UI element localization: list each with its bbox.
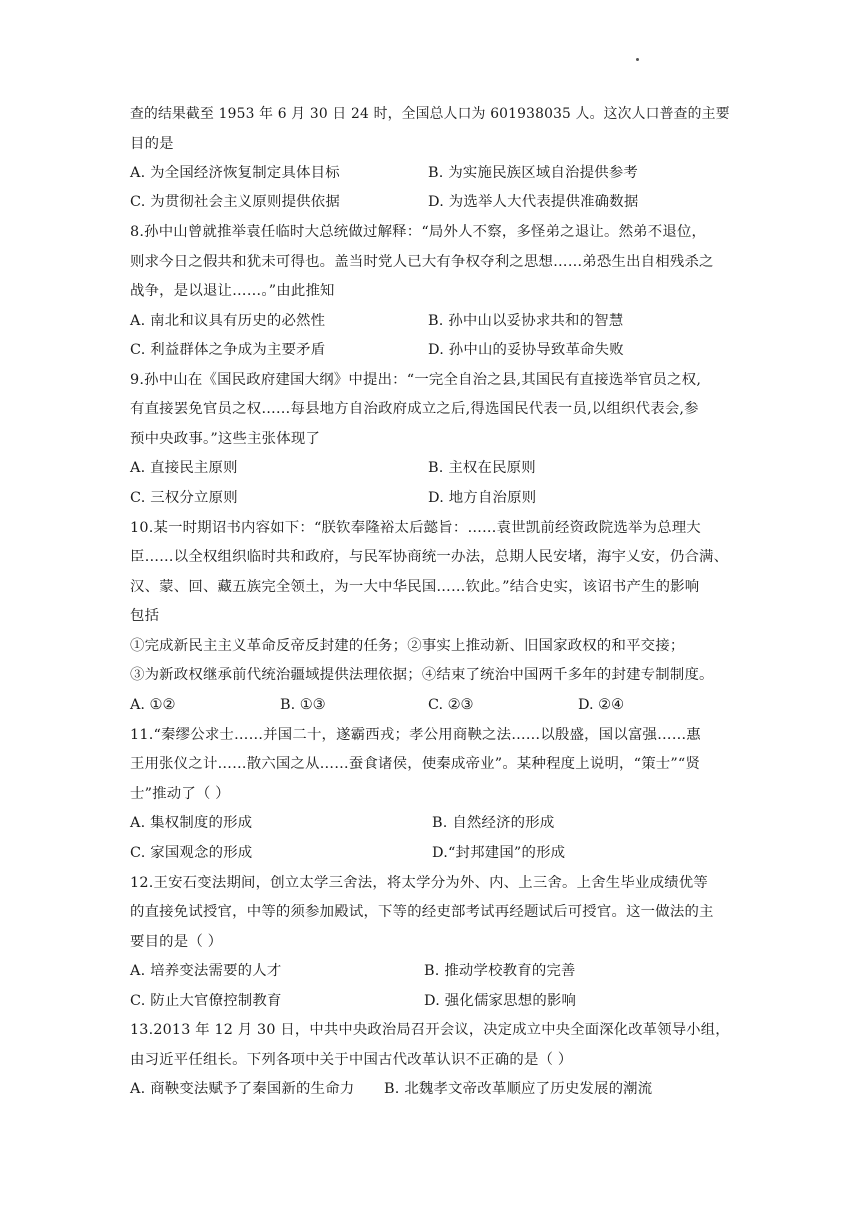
q7-stem-line-1: 查的结果截至 1953 年 6 月 30 日 24 时，全国总人口为 601938035 人。这次人口普查的主要	[130, 106, 730, 122]
q12-stem-line-1: 12.王安石变法期间，创立太学三舍法，将太学分为外、内、上三舍。上舍生毕业成绩优等	[130, 875, 708, 891]
q11-stem-line-2: 王用张仪之计……散六国之从……蚕食诸侯，使秦成帝业”。某种程度上说明，“策士”“贤	[130, 756, 701, 772]
q11-option-b[interactable]: B. 自然经济的形成	[432, 815, 555, 831]
q8-stem-line-1: 8.孙中山曾就推举袁任临时大总统做过解释：“局外人不察，多怪弟之退让。然弟不退位，	[130, 224, 707, 240]
q10-stem-line-3: 汉、蒙、回、藏五族完全领土，为一大中华民国……钦此。”结合史实，该诏书产生的影响	[130, 579, 700, 595]
q7-option-c[interactable]: C. 为贯彻社会主义原则提供依据	[130, 194, 340, 210]
q8-stem-line-2: 则求今日之假共和犹未可得也。盖当时党人已大有争权夺利之思想……弟恐生出自相残杀之	[130, 254, 714, 270]
q13-stem-line-1: 13.2013 年 12 月 30 日，中共中央政治局召开会议，决定成立中央全面深化改革领导小组，	[130, 1022, 730, 1038]
q9-stem-line-1: 9.孙中山在《国民政府建国大纲》中提出：“一完全自治之县,其国民有直接选举官员之权,	[130, 372, 702, 388]
q8-option-b[interactable]: B. 孙中山以妥协求共和的智慧	[428, 313, 624, 329]
page-marker-dot	[636, 58, 639, 61]
q10-statement-line-1: ①完成新民主主义革命反帝反封建的任务；②事实上推动新、旧国家政权的和平交接；	[130, 638, 685, 654]
q12-option-b[interactable]: B. 推动学校教育的完善	[424, 963, 576, 979]
q10-option-b[interactable]: B. ①③	[280, 697, 326, 713]
q11-option-a[interactable]: A. 集权制度的形成	[130, 815, 253, 831]
q10-stem-line-1: 10.某一时期诏书内容如下：“朕钦奉隆裕太后懿旨：……袁世凯前经资政院选举为总理大	[130, 520, 701, 536]
q10-statement-line-2: ③为新政权继承前代统治疆域提供法理依据；④结束了统治中国两千多年的封建专制制度。	[130, 667, 714, 683]
q8-option-d[interactable]: D. 孙中山的妥协导致革命失败	[428, 342, 624, 358]
q12-option-a[interactable]: A. 培养变法需要的人才	[130, 963, 282, 979]
q10-option-a[interactable]: A. ①②	[130, 697, 176, 713]
q10-option-c[interactable]: C. ②③	[428, 697, 474, 713]
q10-option-d[interactable]: D. ②④	[578, 697, 624, 713]
q11-stem-line-3: 士”推动了（ ）	[130, 786, 230, 802]
q12-option-d[interactable]: D. 强化儒家思想的影响	[424, 993, 577, 1009]
q9-stem-line-3: 预中央政事。”这些主张体现了	[130, 431, 321, 447]
q9-option-d[interactable]: D. 地方自治原则	[428, 490, 537, 506]
q8-stem-line-3: 战争，是以退让……。”由此推知	[130, 283, 335, 299]
q7-stem-line-2: 目的是	[130, 136, 174, 152]
q13-option-b[interactable]: B. 北魏孝文帝改革顺应了历史发展的潮流	[384, 1081, 653, 1097]
q7-option-b[interactable]: B. 为实施民族区域自治提供参考	[428, 165, 639, 181]
q9-stem-line-2: 有直接罢免官员之权……每县地方自治政府成立之后,得选国民代表一员,以组织代表会,参	[130, 401, 699, 417]
q13-option-a[interactable]: A. 商鞅变法赋予了秦国新的生命力	[130, 1081, 355, 1097]
q11-option-c[interactable]: C. 家国观念的形成	[130, 845, 253, 861]
q9-option-c[interactable]: C. 三权分立原则	[130, 490, 238, 506]
q13-stem-line-2: 由习近平任组长。下列各项中关于中国古代改革认识不正确的是（ ）	[130, 1052, 573, 1068]
q7-option-a[interactable]: A. 为全国经济恢复制定具体目标	[130, 165, 340, 181]
q9-option-b[interactable]: B. 主权在民原则	[428, 460, 536, 476]
q7-option-d[interactable]: D. 为选举人大代表提供准确数据	[428, 194, 639, 210]
q11-option-d[interactable]: D.“封邦建国”的形成	[432, 845, 566, 861]
q12-option-c[interactable]: C. 防止大官僚控制教育	[130, 993, 282, 1009]
q10-stem-line-4: 包括	[130, 608, 160, 624]
q8-option-c[interactable]: C. 利益群体之争成为主要矛盾	[130, 342, 326, 358]
q10-stem-line-2: 臣……以全权组织临时共和政府，与民军协商统一办法，总期人民安堵，海宇乂安，仍合满、	[130, 549, 729, 565]
q11-stem-line-1: 11.“秦缪公求士……并国二十，遂霸西戎；孝公用商鞅之法……以殷盛，国以富强……惠	[130, 727, 701, 743]
q12-stem-line-3: 要目的是（ ）	[130, 934, 223, 950]
q8-option-a[interactable]: A. 南北和议具有历史的必然性	[130, 313, 326, 329]
q9-option-a[interactable]: A. 直接民主原则	[130, 460, 238, 476]
q12-stem-line-2: 的直接免试授官，中等的须参加殿试，下等的经吏部考试再经题试后可授官。这一做法的主	[130, 904, 714, 920]
